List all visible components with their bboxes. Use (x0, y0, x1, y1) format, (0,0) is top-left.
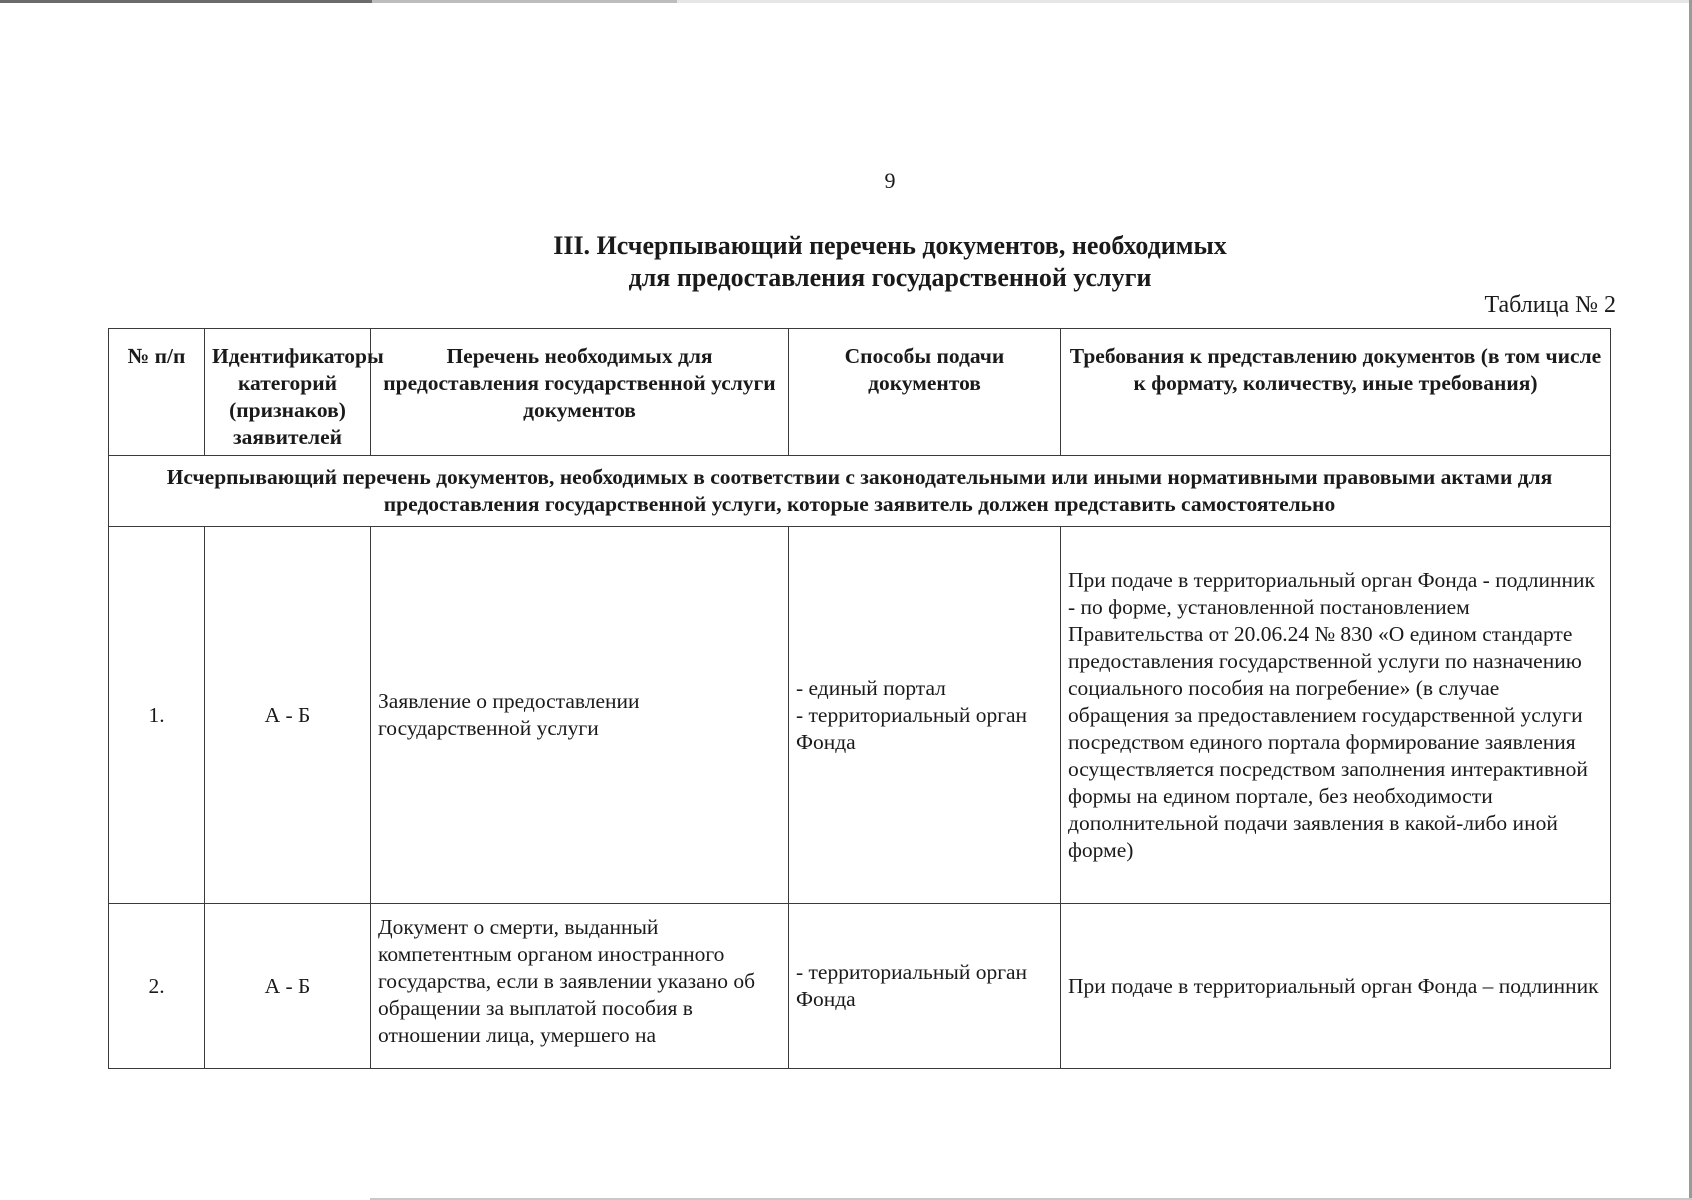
group-heading-row (109, 456, 1611, 527)
cell-document: Заявление о предоставлении государственной услуги (371, 527, 789, 904)
cell-num: 2. (109, 904, 205, 1069)
header-submission-methods: Способы подачи документов (789, 329, 1061, 456)
section-title (0, 230, 1692, 294)
table-row (109, 527, 1611, 904)
cell-method: - единый портал - территориальный орган Фонда (789, 527, 1061, 904)
scan-top-edge (0, 0, 1692, 3)
header-num: № п/п (109, 329, 205, 456)
table-header-row (109, 329, 1611, 456)
cell-requirements: При подаче в территориальный орган Фонда - подлинник - по форме, установленной постановлением Правительства от 20.06.24 № 830 «О едином стандарте предоставления государственной услуги по назначению социального пособия на погребение» (в случае обращения за предоставлением государственной услуги посредством единого портала формирование заявления осуществляется посредством заполнения интерактивной формы на едином портале, без необходимости дополнительной подачи заявления в какой-либо иной форме) (1061, 527, 1611, 904)
header-document-list: Перечень необходимых для предоставления государственной услуги документов (371, 329, 789, 456)
cell-requirements: При подаче в территориальный орган Фонда – подлинник (1061, 904, 1611, 1069)
section-title-line1: III. Исчерпывающий перечень документов, необходимых (553, 231, 1227, 260)
cell-applicant-id: А - Б (205, 904, 371, 1069)
table-label: Таблица № 2 (1484, 292, 1616, 318)
cell-applicant-id: А - Б (205, 527, 371, 904)
cell-num: 1. (109, 527, 205, 904)
cell-document: Документ о смерти, выданный компетентным органом иностранного государства, если в заявлении указано об обращении за выплатой пособия в отношении лица, умершего на (371, 904, 789, 1069)
group-heading: Исчерпывающий перечень документов, необходимых в соответствии с законодательными или иными нормативными правовыми актами для предоставления государственной услуги, которые заявитель должен представить самостоятельно (109, 456, 1611, 527)
documents-table (108, 328, 1611, 1069)
section-title-line2: для предоставления государственной услуги (628, 263, 1152, 292)
header-requirements: Требования к представлению документов (в том числе к формату, количеству, иные требования) (1061, 329, 1611, 456)
table-row (109, 904, 1611, 1069)
page-number: 9 (884, 168, 896, 193)
header-applicant-ids: Идентификаторы категорий (признаков) заявителей (205, 329, 371, 456)
cell-method: - территориальный орган Фонда (789, 904, 1061, 1069)
